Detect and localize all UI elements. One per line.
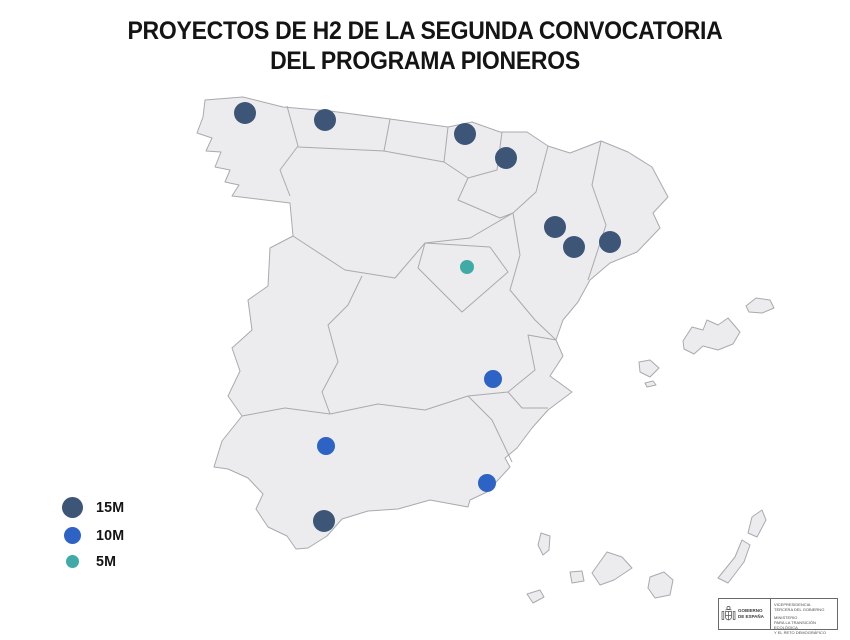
project-marker-10M bbox=[478, 474, 496, 492]
legend-item-15m bbox=[60, 497, 126, 518]
government-logo-right bbox=[771, 599, 837, 636]
project-marker-10M bbox=[484, 370, 502, 388]
island-tenerife bbox=[592, 552, 632, 585]
island-la-gomera bbox=[570, 571, 584, 583]
page-title-line2: DEL PROGRAMA PIONEROS bbox=[270, 47, 580, 75]
legend-label: 15M bbox=[96, 499, 125, 516]
legend-label: 10M bbox=[96, 527, 125, 544]
island-mallorca bbox=[683, 318, 740, 354]
vicepresidency-text bbox=[774, 602, 834, 612]
legend-dot-box bbox=[60, 497, 84, 518]
spain-coat-of-arms-icon bbox=[721, 605, 736, 623]
vicepresidency-line1: VICEPRESIDENCIA bbox=[774, 601, 811, 607]
project-marker-15M bbox=[544, 216, 566, 238]
island-menorca bbox=[746, 298, 774, 313]
page-title-line1: PROYECTOS DE H2 DE LA SEGUNDA CONVOCATORIA bbox=[127, 17, 723, 45]
legend-dot-icon bbox=[64, 527, 81, 544]
ministry-line1: MINISTERIO bbox=[774, 614, 798, 620]
legend-dot-box bbox=[60, 555, 84, 568]
project-marker-15M bbox=[314, 109, 336, 131]
island-fuerteventura bbox=[718, 540, 750, 583]
government-logo-left bbox=[719, 599, 771, 629]
legend-dot-icon bbox=[66, 555, 79, 568]
vicepresidency-line2: TERCERA DEL GOBIERNO bbox=[774, 606, 825, 612]
project-marker-15M bbox=[563, 236, 585, 258]
ministry-text bbox=[774, 615, 834, 636]
legend-dot-box bbox=[60, 527, 84, 544]
project-marker-10M bbox=[317, 437, 335, 455]
government-name bbox=[738, 608, 764, 619]
legend-item-10m bbox=[60, 527, 126, 544]
island-lanzarote bbox=[748, 510, 766, 537]
government-logo bbox=[718, 598, 838, 636]
island-ibiza bbox=[639, 360, 659, 377]
project-marker-5M bbox=[460, 260, 474, 274]
legend-label: 5M bbox=[96, 553, 117, 570]
legend bbox=[60, 497, 126, 579]
ministry-line3: Y EL RETO DEMOGRÁFICO bbox=[774, 630, 826, 636]
government-name-line2: DE ESPAÑA bbox=[738, 614, 764, 619]
island-el-hierro bbox=[527, 590, 544, 603]
government-name-line1: GOBIERNO bbox=[738, 608, 763, 614]
island-formentera bbox=[645, 381, 656, 387]
spain-peninsula bbox=[197, 97, 668, 549]
ministry-line2: PARA LA TRANSICIÓN ECOLÓGICA bbox=[774, 620, 816, 631]
project-marker-15M bbox=[495, 147, 517, 169]
legend-dot-icon bbox=[62, 497, 83, 518]
project-marker-15M bbox=[454, 123, 476, 145]
island-gran-canaria bbox=[648, 572, 673, 598]
project-marker-15M bbox=[313, 510, 335, 532]
project-marker-15M bbox=[599, 231, 621, 253]
island-la-palma bbox=[538, 533, 550, 555]
legend-item-5m bbox=[60, 553, 126, 570]
project-marker-15M bbox=[234, 102, 256, 124]
